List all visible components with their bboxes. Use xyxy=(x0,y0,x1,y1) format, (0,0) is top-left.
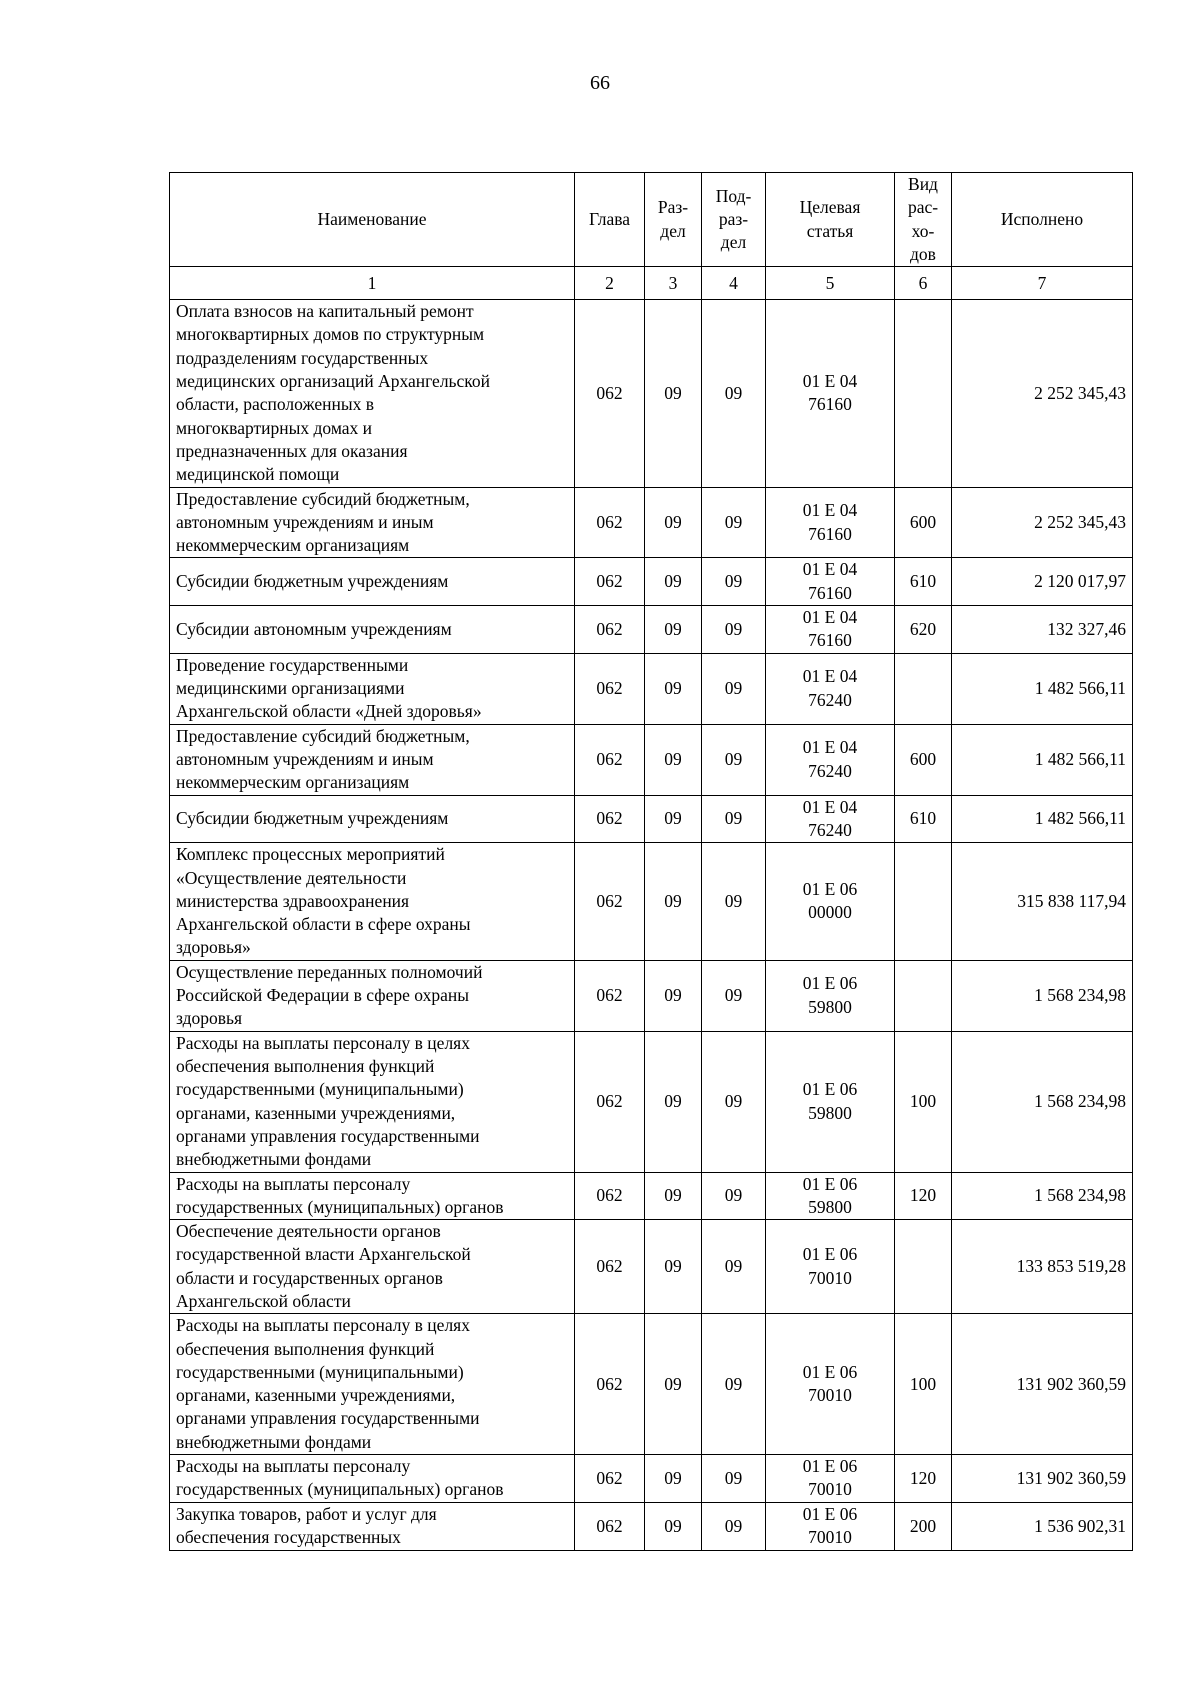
column-number: 5 xyxy=(766,267,895,300)
row-executed-amount: 1 482 566,11 xyxy=(952,724,1133,795)
row-name: Предоставление субсидий бюджетным, автономным учреждениям и иным некоммерческим организациям xyxy=(170,487,575,558)
row-executed-amount: 131 902 360,59 xyxy=(952,1314,1133,1455)
header-executed: Исполнено xyxy=(952,173,1133,267)
table-row xyxy=(170,300,1133,487)
row-razdel: 09 xyxy=(645,843,702,960)
row-target-article: 01 Е 04 76160 xyxy=(766,487,895,558)
row-expense-type: 600 xyxy=(895,487,952,558)
row-target-article: 01 Е 04 76160 xyxy=(766,606,895,654)
row-podrazdel: 09 xyxy=(702,1502,766,1550)
row-razdel: 09 xyxy=(645,795,702,843)
row-expense-type xyxy=(895,1220,952,1314)
row-name: Субсидии бюджетным учреждениям xyxy=(170,795,575,843)
table-row xyxy=(170,653,1133,724)
row-razdel: 09 xyxy=(645,1502,702,1550)
row-glava: 062 xyxy=(575,1502,645,1550)
row-target-article: 01 Е 04 76240 xyxy=(766,653,895,724)
row-executed-amount: 1 536 902,31 xyxy=(952,1502,1133,1550)
row-target-article: 01 Е 06 59800 xyxy=(766,960,895,1031)
row-name: Субсидии бюджетным учреждениям xyxy=(170,558,575,606)
row-executed-amount: 1 568 234,98 xyxy=(952,960,1133,1031)
row-podrazdel: 09 xyxy=(702,843,766,960)
row-expense-type: 600 xyxy=(895,724,952,795)
row-name: Расходы на выплаты персоналу в целях обеспечения выполнения функций государственными (муниципальными) органами, казенными учреждениями, органами управления государственными внебюджетными фондами xyxy=(170,1031,575,1172)
table-row xyxy=(170,1220,1133,1314)
row-podrazdel: 09 xyxy=(702,606,766,654)
row-glava: 062 xyxy=(575,1455,645,1503)
row-razdel: 09 xyxy=(645,724,702,795)
header-glava: Глава xyxy=(575,173,645,267)
column-number-row xyxy=(170,267,1133,300)
table-row xyxy=(170,606,1133,654)
row-expense-type: 120 xyxy=(895,1172,952,1220)
row-target-article: 01 Е 06 70010 xyxy=(766,1455,895,1503)
header-target-article: Целевая статья xyxy=(766,173,895,267)
row-name: Субсидии автономным учреждениям xyxy=(170,606,575,654)
row-name: Оплата взносов на капитальный ремонт многоквартирных домов по структурным подразделениям государственных медицинских организаций Архангельской области, расположенных в многоквартирных домах и предназначенных для оказания медицинской помощи xyxy=(170,300,575,487)
row-expense-type: 200 xyxy=(895,1502,952,1550)
header-razdel: Раз- дел xyxy=(645,173,702,267)
row-glava: 062 xyxy=(575,843,645,960)
row-glava: 062 xyxy=(575,1314,645,1455)
row-name: Расходы на выплаты персоналу государственных (муниципальных) органов xyxy=(170,1172,575,1220)
row-executed-amount: 1 482 566,11 xyxy=(952,795,1133,843)
row-podrazdel: 09 xyxy=(702,653,766,724)
row-podrazdel: 09 xyxy=(702,300,766,487)
row-executed-amount: 132 327,46 xyxy=(952,606,1133,654)
table-row xyxy=(170,960,1133,1031)
row-razdel: 09 xyxy=(645,558,702,606)
page-number: 66 xyxy=(590,72,610,94)
row-target-article: 01 Е 04 76240 xyxy=(766,795,895,843)
header-row xyxy=(170,173,1133,267)
row-glava: 062 xyxy=(575,558,645,606)
row-razdel: 09 xyxy=(645,487,702,558)
row-name: Расходы на выплаты персоналу государственных (муниципальных) органов xyxy=(170,1455,575,1503)
row-razdel: 09 xyxy=(645,960,702,1031)
row-executed-amount: 131 902 360,59 xyxy=(952,1455,1133,1503)
row-podrazdel: 09 xyxy=(702,1314,766,1455)
table-row xyxy=(170,1455,1133,1503)
row-name: Предоставление субсидий бюджетным, автономным учреждениям и иным некоммерческим организациям xyxy=(170,724,575,795)
row-razdel: 09 xyxy=(645,606,702,654)
row-expense-type: 100 xyxy=(895,1314,952,1455)
table-row xyxy=(170,558,1133,606)
row-target-article: 01 Е 04 76160 xyxy=(766,300,895,487)
table-body xyxy=(170,300,1133,1550)
column-number: 2 xyxy=(575,267,645,300)
row-podrazdel: 09 xyxy=(702,1031,766,1172)
row-executed-amount: 1 482 566,11 xyxy=(952,653,1133,724)
row-expense-type: 610 xyxy=(895,795,952,843)
row-glava: 062 xyxy=(575,960,645,1031)
row-razdel: 09 xyxy=(645,1031,702,1172)
row-glava: 062 xyxy=(575,606,645,654)
row-expense-type: 120 xyxy=(895,1455,952,1503)
row-podrazdel: 09 xyxy=(702,558,766,606)
row-expense-type xyxy=(895,843,952,960)
row-expense-type: 620 xyxy=(895,606,952,654)
row-glava: 062 xyxy=(575,1220,645,1314)
row-target-article: 01 Е 06 59800 xyxy=(766,1031,895,1172)
row-glava: 062 xyxy=(575,795,645,843)
row-name: Проведение государственными медицинскими организациями Архангельской области «Дней здоровья» xyxy=(170,653,575,724)
column-number: 4 xyxy=(702,267,766,300)
row-glava: 062 xyxy=(575,1172,645,1220)
row-name: Закупка товаров, работ и услуг для обеспечения государственных xyxy=(170,1502,575,1550)
header-podrazdel: Под- раз- дел xyxy=(702,173,766,267)
row-target-article: 01 Е 06 70010 xyxy=(766,1314,895,1455)
row-razdel: 09 xyxy=(645,1455,702,1503)
row-podrazdel: 09 xyxy=(702,960,766,1031)
row-podrazdel: 09 xyxy=(702,1220,766,1314)
row-glava: 062 xyxy=(575,724,645,795)
table-row xyxy=(170,1031,1133,1172)
row-name: Осуществление переданных полномочий Российской Федерации в сфере охраны здоровья xyxy=(170,960,575,1031)
row-executed-amount: 133 853 519,28 xyxy=(952,1220,1133,1314)
header-expense-type: Вид рас- хо- дов xyxy=(895,173,952,267)
row-executed-amount: 2 252 345,43 xyxy=(952,300,1133,487)
row-target-article: 01 Е 06 70010 xyxy=(766,1502,895,1550)
row-razdel: 09 xyxy=(645,1220,702,1314)
table-row xyxy=(170,487,1133,558)
row-expense-type xyxy=(895,653,952,724)
row-executed-amount: 1 568 234,98 xyxy=(952,1031,1133,1172)
row-razdel: 09 xyxy=(645,1172,702,1220)
row-podrazdel: 09 xyxy=(702,1455,766,1503)
row-glava: 062 xyxy=(575,1031,645,1172)
row-expense-type xyxy=(895,300,952,487)
row-expense-type: 610 xyxy=(895,558,952,606)
column-number: 1 xyxy=(170,267,575,300)
row-podrazdel: 09 xyxy=(702,487,766,558)
table-row xyxy=(170,795,1133,843)
row-expense-type: 100 xyxy=(895,1031,952,1172)
row-executed-amount: 1 568 234,98 xyxy=(952,1172,1133,1220)
row-target-article: 01 Е 04 76160 xyxy=(766,558,895,606)
row-expense-type xyxy=(895,960,952,1031)
row-executed-amount: 2 120 017,97 xyxy=(952,558,1133,606)
row-glava: 062 xyxy=(575,487,645,558)
table-row xyxy=(170,724,1133,795)
row-name: Обеспечение деятельности органов государственной власти Архангельской области и государственных органов Архангельской области xyxy=(170,1220,575,1314)
row-razdel: 09 xyxy=(645,300,702,487)
column-number: 6 xyxy=(895,267,952,300)
row-target-article: 01 Е 04 76240 xyxy=(766,724,895,795)
row-name: Расходы на выплаты персоналу в целях обеспечения выполнения функций государственными (муниципальными) органами, казенными учреждениями, органами управления государственными внебюджетными фондами xyxy=(170,1314,575,1455)
row-executed-amount: 2 252 345,43 xyxy=(952,487,1133,558)
row-razdel: 09 xyxy=(645,1314,702,1455)
row-razdel: 09 xyxy=(645,653,702,724)
row-target-article: 01 Е 06 00000 xyxy=(766,843,895,960)
column-number: 3 xyxy=(645,267,702,300)
table-row xyxy=(170,1172,1133,1220)
budget-execution-table xyxy=(169,172,1133,1551)
row-target-article: 01 Е 06 59800 xyxy=(766,1172,895,1220)
row-podrazdel: 09 xyxy=(702,724,766,795)
row-name: Комплекс процессных мероприятий «Осуществление деятельности министерства здравоохранения Архангельской области в сфере охраны здоровья» xyxy=(170,843,575,960)
row-target-article: 01 Е 06 70010 xyxy=(766,1220,895,1314)
table-row xyxy=(170,1502,1133,1550)
column-number: 7 xyxy=(952,267,1133,300)
header-name: Наименование xyxy=(170,173,575,267)
row-executed-amount: 315 838 117,94 xyxy=(952,843,1133,960)
row-podrazdel: 09 xyxy=(702,1172,766,1220)
table-row xyxy=(170,1314,1133,1455)
row-podrazdel: 09 xyxy=(702,795,766,843)
row-glava: 062 xyxy=(575,300,645,487)
table-row xyxy=(170,843,1133,960)
row-glava: 062 xyxy=(575,653,645,724)
